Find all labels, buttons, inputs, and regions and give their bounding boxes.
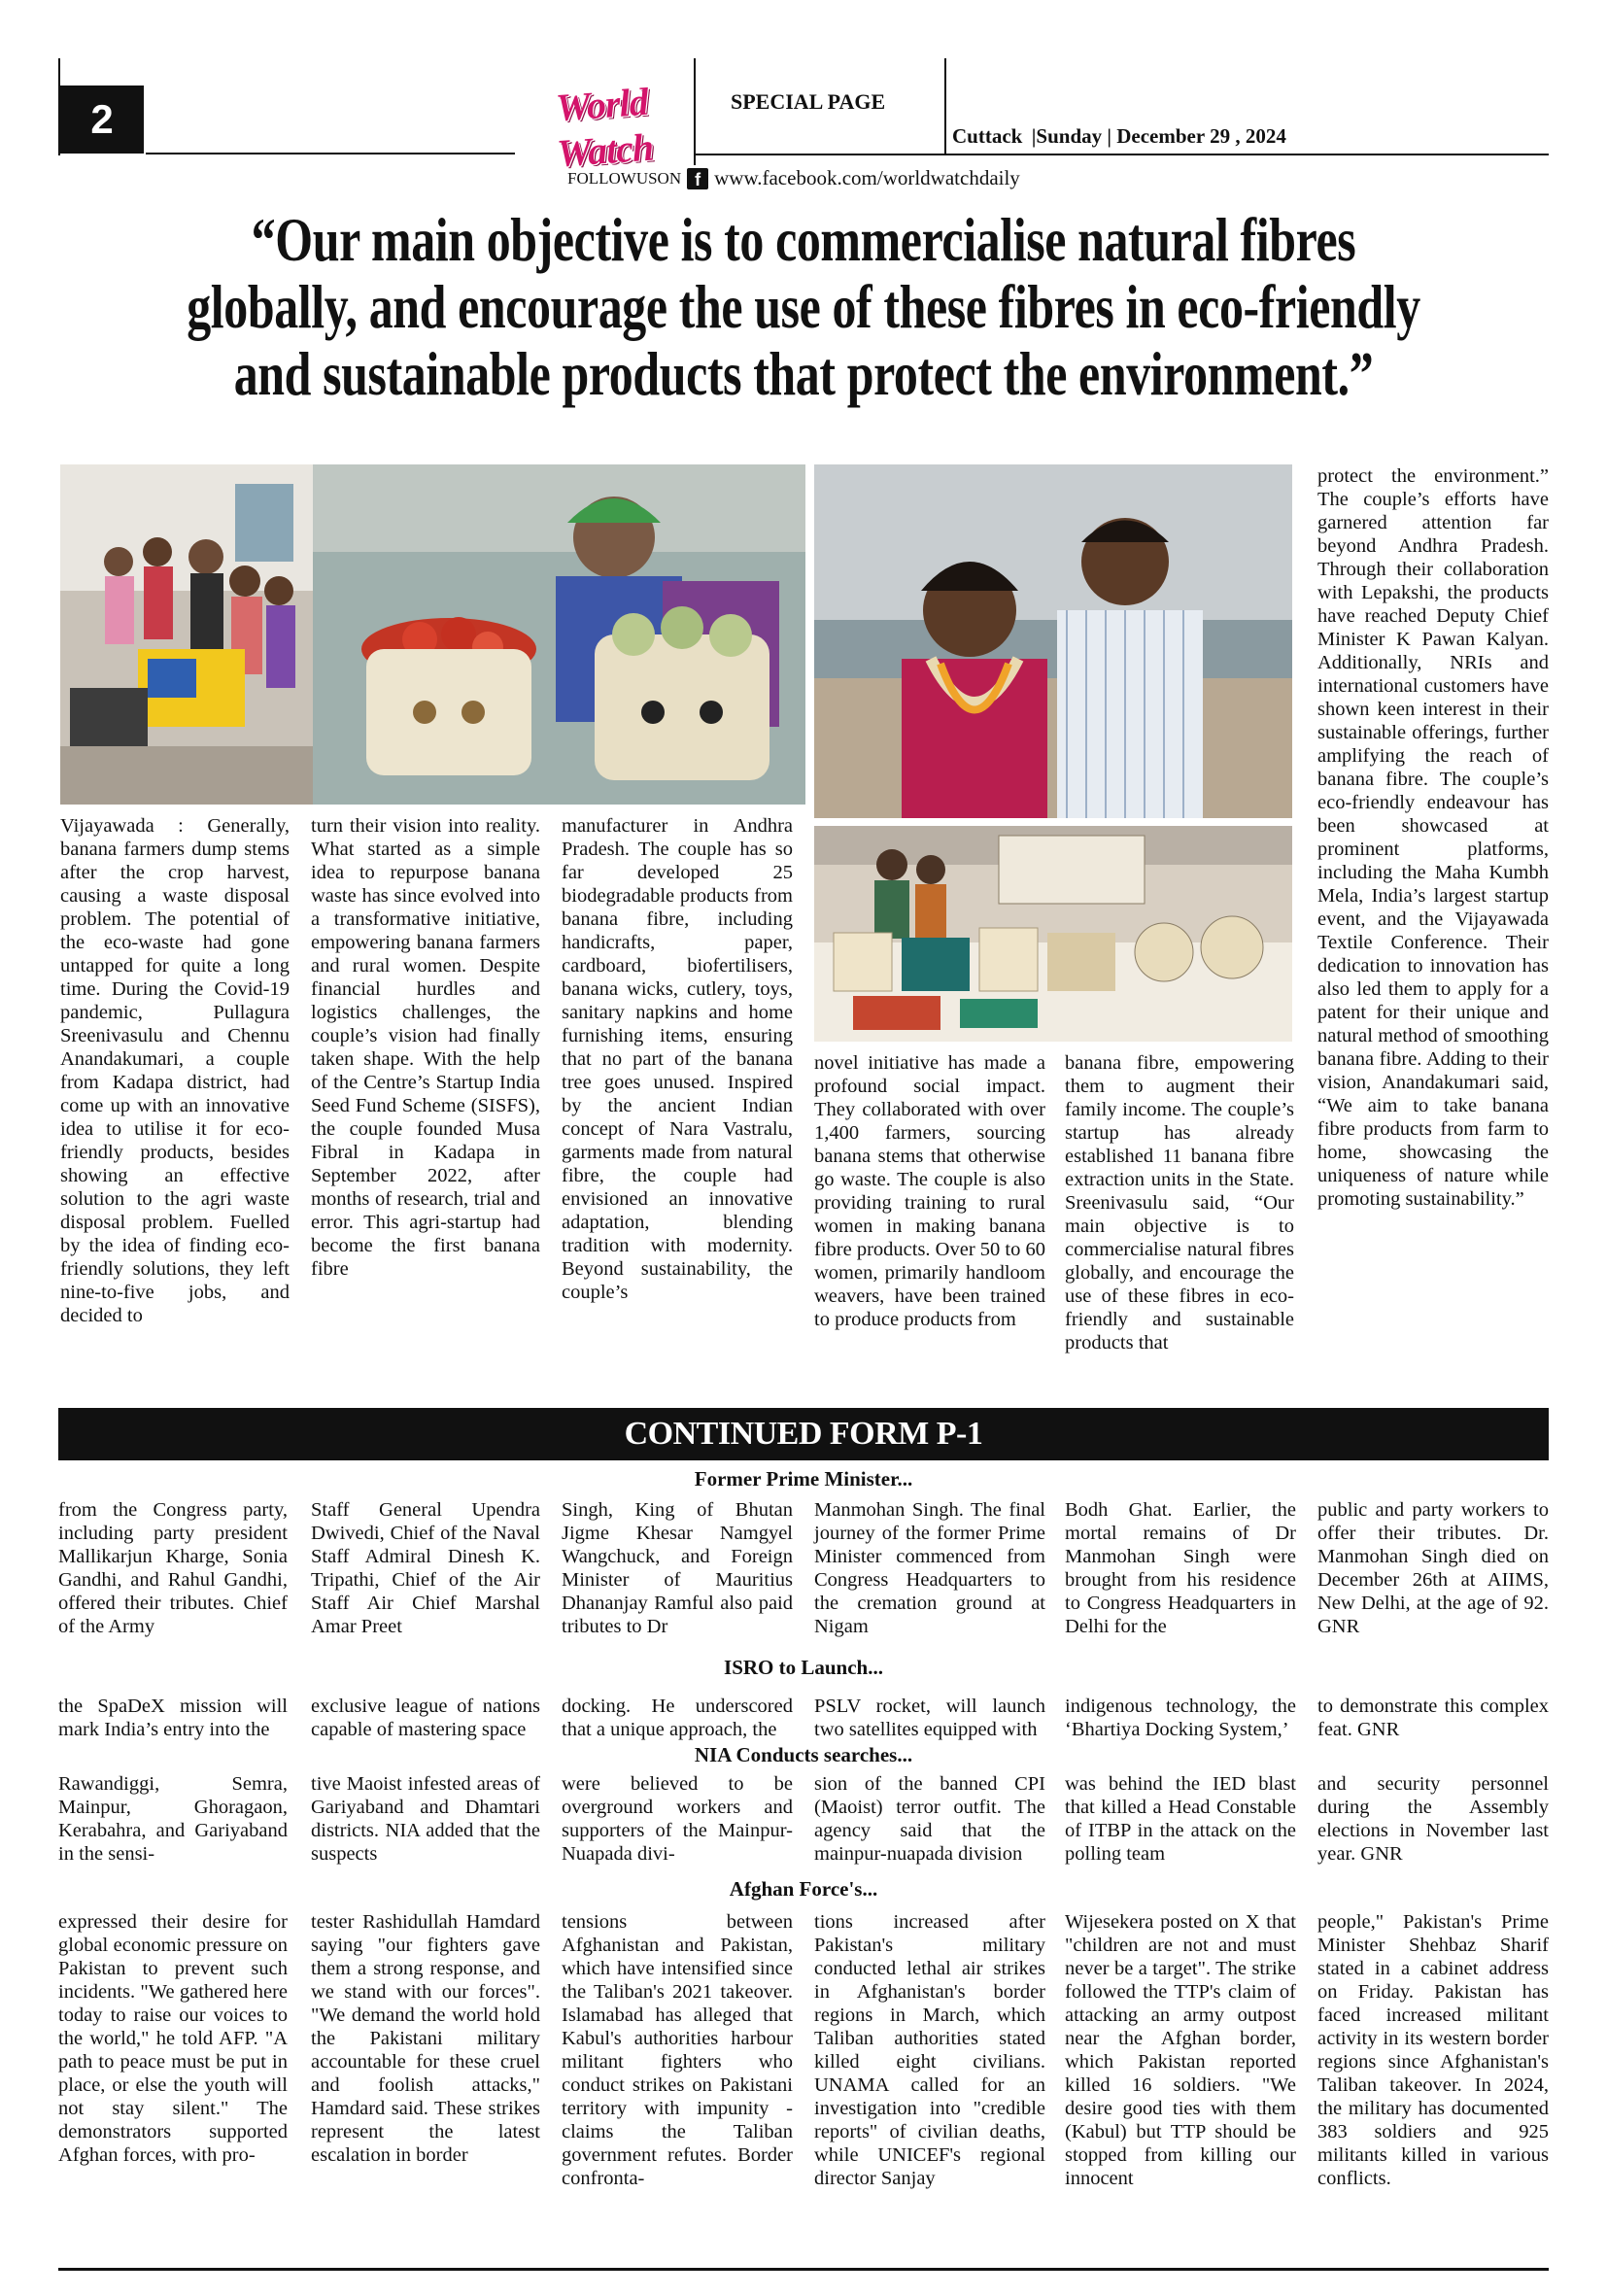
section-0-col-5: Bodh Ghat. Earlier, the mortal remains of Dr Manmohan Singh were brought from his residence to Congress Headquarters in Delhi for the <box>1065 1499 1296 1637</box>
section-3-col-6: people," Pakistan's Prime Minister Shehbaz Sharif stated in a cabinet address on Friday. Pakistan has faced increased militant activity in its western border regions since Afghanistan's Taliban takeover. In 2024, the military has documented 383 soldiers and 925 militants killed in various conflicts. <box>1317 1911 1549 2189</box>
photo-fibre-machine <box>60 464 313 805</box>
masthead-rule-right <box>694 154 1549 155</box>
world-watch-logo: World Watch <box>554 79 655 176</box>
section-heading-afghan: Afghan Force's... <box>729 1877 878 1901</box>
section-label: SPECIAL PAGE <box>731 89 886 114</box>
baskets-illustration <box>313 464 805 805</box>
section-2-col-1: Rawandiggi, Semra, Mainpur, Ghoragaon, Kerabahra, and Gariyaband in the sensi- <box>58 1773 288 1865</box>
section-3-col-1: expressed their desire for global economic pressure on Pakistan to prevent such incidents. "We gathered here today to raise our voices to the world," he told AFP. "A path to peace must be put in place, or else the youth will not stay silent." The demonstrators supported Afghan forces, with pro- <box>58 1911 288 2166</box>
fibre-machine-illustration <box>60 464 313 805</box>
masthead-rule-left <box>146 153 515 154</box>
section-1-col-1: the SpaDeX mission will mark India’s entry into the <box>58 1696 288 1740</box>
follow-us-bar <box>567 166 1020 190</box>
section-1-col-2: exclusive league of nations capable of mastering space <box>311 1696 540 1740</box>
section-2-col-4: sion of the banned CPI (Maoist) terror outfit. The agency said that the mainpur-nuapada division <box>814 1773 1045 1865</box>
section-3-col-2: tester Rashidullah Hamdard saying "our fighters gave them a strong response, and we stand with our forces". "We demand the world hold the Pakistani military accountable for these cruel and foolish attacks," Hamdard said. These strikes represent the latest escalation in border <box>311 1911 540 2166</box>
facebook-url[interactable]: www.facebook.com/worldwatchdaily <box>714 166 1020 189</box>
page-headline <box>39 206 1568 407</box>
dateline: Cuttack |Sunday | December 29 , 2024 <box>952 124 1286 148</box>
section-1-col-5: indigenous technology, the ‘Bhartiya Docking System,’ <box>1065 1696 1296 1740</box>
facebook-icon: f <box>687 168 708 189</box>
stall-illustration <box>814 826 1292 1042</box>
headline-line-2: globally, and encourage the use of these fibres in eco-friendly <box>187 272 1420 341</box>
section-3-col-5: Wijesekera posted on X that "children are not and must never be a target". The strike followed the TTP's claim of attacking an army outpost near the Afghan border, which Pakistan reported killed 16 soldiers. "We desire good ties with them (Kabul) but TTP should be stopped from killing our innocent <box>1065 1911 1296 2189</box>
section-2-col-3: were believed to be overground workers and supporters of the Mainpur-Nuapada divi- <box>562 1773 793 1865</box>
page-number: 2 <box>60 86 144 154</box>
section-1-col-3: docking. He underscored that a unique approach, the <box>562 1696 793 1740</box>
page-bottom-rule <box>58 2268 1549 2271</box>
section-0-col-1: from the Congress party, including party president Mallikarjun Kharge, Sonia Gandhi, and Rahul Gandhi, offered their tributes. Chief of the Army <box>58 1499 288 1637</box>
photo-couple-beach <box>814 464 1292 818</box>
headline-line-1: “Our main objective is to commercialise natural fibres <box>251 205 1356 274</box>
section-0-col-6: public and party workers to offer their tributes. Dr. Manmohan Singh died on December 26th at AIIMS, New Delhi, at the age of 92. GNR <box>1317 1499 1549 1637</box>
photo-exhibition-stall <box>814 826 1292 1042</box>
section-0-col-4: Manmohan Singh. The final journey of the former Prime Minister commenced from Congress Headquarters to the cremation ground at Nigam <box>814 1499 1045 1637</box>
article-column-2: turn their vision into reality. What started as a simple idea to repurpose banana waste has since evolved into a transformative initiative, empowering banana farmers and rural women. Despite financial hurdles and logistics challenges, the couple’s vision had finally taken shape. With the help of the Centre’s Startup India Seed Fund Scheme (SISFS), the couple founded Musa Fibral in Kadapa in September 2022, after months of research, trial and error. This agri-startup had become the first banana fibre <box>311 815 540 1280</box>
continued-banner: CONTINUED FORM P-1 <box>58 1408 1549 1460</box>
section-heading-nia: NIA Conducts searches... <box>694 1743 913 1766</box>
couple-illustration <box>814 464 1292 818</box>
article-column-3: manufacturer in Andhra Pradesh. The couple has so far developed 25 biodegradable products from banana fibre, including handicrafts, paper, cardboard, biofertilisers, banana wicks, cutlery, toys, sanitary napkins and home furnishing items, ensuring that no part of the banana tree goes unused. Inspired by the ancient Indian concept of Nara Vastralu, garments made from natural fibre, the couple had envisioned an innovative adaptation, blending tradition with modernity. Beyond sustainability, the couple’s <box>562 815 793 1303</box>
section-1-col-6: to demonstrate this complex feat. GNR <box>1317 1696 1549 1740</box>
headline-line-3: and sustainable products that protect the environment.” <box>233 339 1374 408</box>
section-2-col-5: was behind the IED blast that killed a Head Constable of ITBP in the attack on the polling team <box>1065 1773 1296 1865</box>
section-heading-former-pm: Former Prime Minister... <box>694 1467 913 1491</box>
masthead-divider-1 <box>694 58 696 165</box>
article-column-1: Vijayawada : Generally, banana farmers dump stems after the crop harvest, causing a waste disposal problem. The potential of the eco-waste had gone untapped for quite a long time. During the Covid-19 pandemic, Pullagura Sreenivasulu and Chennu Anandakumari, a couple from Kadapa district, had come up with an innovative idea to utilise it for eco-friendly products, besides showing an effective solution to the agri waste disposal problem. Fuelled by the idea of finding eco-friendly solutions, they left nine-to-five jobs, and decided to <box>60 815 290 1326</box>
section-0-col-3: Singh, King of Bhutan Jigme Khesar Namgyel Wangchuck, and Foreign Minister of Mauritius Dhananjay Ramful also paid tributes to Dr <box>562 1499 793 1637</box>
section-2-col-2: tive Maoist infested areas of Gariyaband and Dhamtari districts. NIA added that the suspects <box>311 1773 540 1865</box>
photo-woman-baskets <box>313 464 805 805</box>
article-column-6: protect the environment.” The couple’s efforts have garnered attention far beyond Andhra Pradesh. Through their collaboration with Lepakshi, the products have reached Deputy Chief Minister K Pawan Kalyan. Additionally, NRIs and international customers have shown keen interest in their sustainable offerings, further amplifying the reach of banana fibre. The couple’s eco-friendly endeavour has been showcased at prominent platforms, including the Maha Kumbh Mela, India’s largest startup event, and the Vijayawada Textile Conference. Their dedication to innovation has also led them to apply for a patent for their unique and natural method of smoothing banana fibre. Adding to their vision, Anandakumari said, “We aim to take banana fibre products from farm to home, showcasing the uniqueness of nature while promoting sustainability.” <box>1317 465 1549 1210</box>
follow-label: FOLLOWUSON <box>567 168 682 188</box>
article-column-5: banana fibre, empowering them to augment their family income. The couple’s startup has already established 11 banana fibre extraction units in the State. Sreenivasulu said, “Our main objective is to commercialise natural fibres globally, and encourage the use of these fibres in eco-friendly and sustainable products that <box>1065 1052 1294 1354</box>
masthead-divider-2 <box>944 58 946 155</box>
section-3-col-4: tions increased after Pakistan's military conducted lethal air strikes in Afghanistan's border regions in March, which Taliban authorities stated killed eight civilians. UNAMA called for an investigation into "credible reports" of civilian deaths, while UNICEF's regional director Sanjay <box>814 1911 1045 2189</box>
section-3-col-3: tensions between Afghanistan and Pakistan, which have intensified since the Taliban's 2021 takeover. Islamabad has alleged that Kabul's authorities harbour militant fighters who conduct strikes on Pakistani territory with impunity - claims the Taliban government refutes. Border confronta- <box>562 1911 793 2189</box>
section-2-col-6: and security personnel during the Assembly elections in November last year. GNR <box>1317 1773 1549 1865</box>
section-1-col-4: PSLV rocket, will launch two satellites equipped with <box>814 1696 1045 1740</box>
section-heading-isro: ISRO to Launch... <box>724 1656 883 1679</box>
article-column-4: novel initiative has made a profound social impact. They collaborated with over 1,400 farmers, sourcing banana stems that otherwise go waste. The couple is also providing training to rural women in making banana fibre products. Over 50 to 60 women, primarily handloom weavers, have been trained to produce products from <box>814 1052 1045 1330</box>
section-0-col-2: Staff General Upendra Dwivedi, Chief of the Naval Staff Admiral Dinesh K. Tripathi, Chief of the Air Staff Air Chief Marshal Amar Preet <box>311 1499 540 1637</box>
